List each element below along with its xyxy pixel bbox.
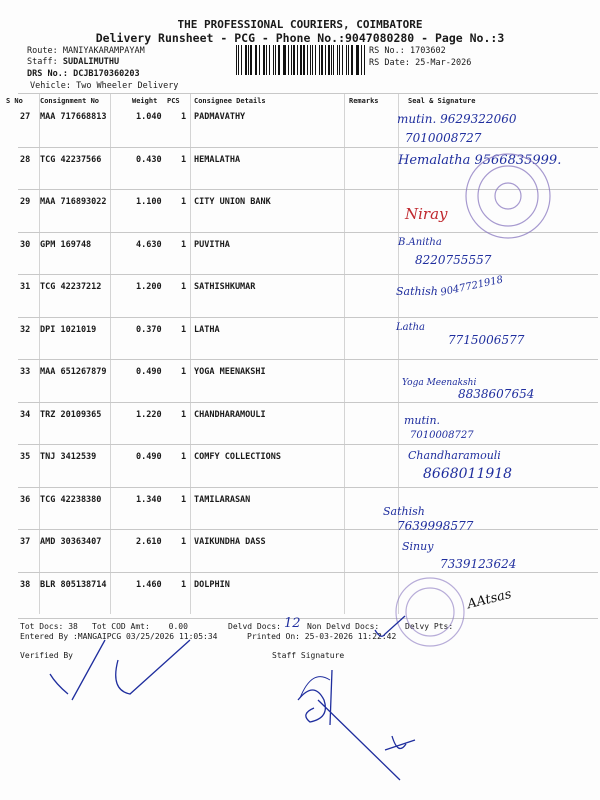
row-weight: 1.100 <box>136 197 162 207</box>
table-row <box>0 491 600 531</box>
barcode-bar <box>328 45 329 75</box>
handwritten-note: 8220755557 <box>415 253 492 267</box>
handwritten-signature: Chandharamouli <box>408 449 501 462</box>
staff-signature-stroke <box>300 677 330 698</box>
delvd-docs-value: 12 <box>284 616 301 631</box>
handwritten-signature: Yoga Meenakshi <box>402 378 477 388</box>
row-pcs: 1 <box>181 409 187 420</box>
barcode-bar <box>325 45 326 75</box>
rs-date-field <box>369 58 471 68</box>
handwritten-signature: Niray <box>405 205 448 223</box>
row-consignment-no: MAA 651267879 <box>40 367 107 377</box>
row-pcs: 1 <box>181 452 187 462</box>
rs-no-label: RS No.: <box>369 46 405 56</box>
staff-label: Staff: <box>27 57 58 67</box>
row-pcs: 1 <box>181 494 187 505</box>
drs-field <box>27 69 140 79</box>
row-sno: 27 <box>20 112 31 122</box>
row-consignment-no: TCG 42237212 <box>40 282 102 292</box>
verified-by-label: Verified By <box>20 651 73 660</box>
tot-cod-label: Tot COD Amt: <box>92 622 150 631</box>
barcode-bar <box>256 45 257 75</box>
barcode-bar <box>348 45 349 75</box>
row-divider <box>18 529 598 530</box>
barcode-bar <box>293 45 294 75</box>
table-top-rule <box>18 93 598 94</box>
barcode-bar <box>273 45 274 75</box>
row-divider <box>18 572 598 573</box>
row-consignment-no: TCG 42238380 <box>40 494 102 505</box>
row-sno: 28 <box>20 154 31 165</box>
barcode-bar <box>278 45 280 75</box>
row-sno: 36 <box>20 494 31 505</box>
row-weight: 0.490 <box>136 452 162 462</box>
row-consignment-no: TNJ 3412539 <box>40 452 97 462</box>
barcode-bar <box>241 45 242 75</box>
delvy-pts-label: Delvy Pts: <box>405 622 454 631</box>
handwritten-signature: Sathish <box>383 505 425 518</box>
barcode-bar <box>236 45 237 75</box>
row-consignee: LATHA <box>194 324 220 335</box>
table-bottom-rule <box>18 618 598 619</box>
row-pcs: 1 <box>181 197 187 207</box>
row-weight: 1.040 <box>136 112 162 122</box>
barcode-bar <box>337 45 338 75</box>
col-remarks: Remarks <box>349 97 379 105</box>
col-consignee: Consignee Details <box>194 97 266 105</box>
drs-value: DCJB170360203 <box>73 69 140 79</box>
row-divider <box>18 317 598 318</box>
staff-field <box>27 57 119 67</box>
row-pcs: 1 <box>181 367 187 377</box>
rs-date-value: 25-Mar-2026 <box>415 58 472 68</box>
barcode-bar <box>312 45 313 75</box>
vehicle-label: Vehicle: <box>30 81 71 91</box>
handwritten-note: 8668011918 <box>423 466 513 482</box>
barcode-bar <box>310 45 311 75</box>
barcode-bar <box>303 45 304 75</box>
printed-on: Printed On: 25-03-2026 11:22:42 <box>247 632 397 641</box>
drs-label: DRS No.: <box>27 69 68 79</box>
row-divider <box>18 487 598 488</box>
row-consignee: DOLPHIN <box>194 579 230 590</box>
row-weight: 1.220 <box>136 409 162 420</box>
handwritten-note: 7010008727 <box>405 131 482 145</box>
handwritten-note: mutin. 9629322060 <box>397 112 517 126</box>
row-sno: 38 <box>20 579 31 590</box>
handwritten-note: Hemalatha 9566835999. <box>398 153 562 168</box>
entered-by: Entered By :MANGAIPCG 03/25/2026 11:05:34 <box>20 632 218 641</box>
row-consignment-no: TRZ 20109365 <box>40 409 102 420</box>
barcode-bar <box>288 45 289 75</box>
row-sno: 30 <box>20 239 31 250</box>
row-divider <box>18 444 598 445</box>
barcode-bar <box>297 45 298 75</box>
barcode-bar <box>357 45 358 75</box>
rs-no-value: 1703602 <box>409 46 446 56</box>
row-consignment-no: GPM 169748 <box>40 239 92 250</box>
barcode-bar <box>283 45 284 75</box>
row-consignee: HEMALATHA <box>194 154 241 165</box>
barcode-bar <box>250 45 251 75</box>
barcode-bar <box>333 45 334 75</box>
row-consignee: VAIKUNDHA DASS <box>194 537 266 547</box>
route-label: Route: <box>27 46 58 56</box>
col-seal-signature: Seal & Signature <box>408 97 476 105</box>
handwritten-note: mutin. <box>404 414 441 427</box>
barcode-bar <box>339 45 340 75</box>
row-pcs: 1 <box>181 579 187 590</box>
row-pcs: 1 <box>181 154 187 165</box>
barcode-bar <box>275 45 276 75</box>
handwritten-signature: AAtsas <box>465 586 514 613</box>
barcode-bar <box>351 45 353 75</box>
row-consignment-no: MAA 717668813 <box>40 112 107 122</box>
handwritten-signature: Latha <box>396 322 426 333</box>
tot-cod-value: 0.00 <box>168 622 188 631</box>
verified-signature-icon <box>50 640 190 700</box>
row-divider <box>18 147 598 148</box>
tot-cod-field <box>92 622 188 631</box>
barcode-bar <box>259 45 260 75</box>
barcode-bar <box>291 45 292 75</box>
delvd-docs-label: Delvd Docs: <box>228 622 281 631</box>
table-row <box>0 193 600 233</box>
barcode-bar <box>263 45 265 75</box>
row-consignee: COMFY COLLECTIONS <box>194 452 281 462</box>
row-pcs: 1 <box>181 537 187 547</box>
tot-docs-label: Tot Docs: <box>20 622 64 631</box>
barcode-bar <box>269 45 270 75</box>
table-row <box>0 236 600 276</box>
row-consignee: CHANDHARAMOULI <box>194 409 266 420</box>
row-consignee: YOGA MEENAKSHI <box>194 367 266 377</box>
row-sno: 33 <box>20 367 31 377</box>
handwritten-note: 8838607654 <box>458 387 535 401</box>
handwritten-note: 7010008727 <box>410 430 474 441</box>
table-header <box>0 95 600 107</box>
row-divider <box>18 232 598 233</box>
route-value: MANIYAKARAMPAYAM <box>62 46 145 56</box>
barcode-bar <box>255 45 256 75</box>
col-pcs: PCS <box>167 97 180 105</box>
runsheet-title: Delivery Runsheet - PCG - Phone No.:9047080280 - Page No.:3 <box>95 31 505 45</box>
col-consignment: Consignment No <box>40 97 100 105</box>
row-pcs: 1 <box>181 324 187 335</box>
barcode-bar <box>300 45 302 75</box>
rs-date-label: RS Date: <box>369 58 410 68</box>
staff-signature-icon <box>298 670 415 780</box>
row-divider <box>18 359 598 360</box>
row-pcs: 1 <box>181 239 187 250</box>
barcode-bar <box>364 45 365 75</box>
non-delvd-docs-label: Non Delvd Docs: <box>307 622 380 631</box>
barcode-bar <box>245 45 247 75</box>
handwritten-signature: Sinuy <box>402 540 434 553</box>
barcode-bar <box>266 45 267 75</box>
row-divider <box>18 274 598 275</box>
handwritten-note: 7715006577 <box>448 333 525 347</box>
tot-docs-field <box>20 622 78 631</box>
barcode-bar <box>248 45 249 75</box>
barcode-bar <box>321 45 323 75</box>
col-sno: S No <box>6 97 23 105</box>
row-weight: 0.430 <box>136 154 162 165</box>
company-name: THE PROFESSIONAL COURIERS, COIMBATORE <box>177 18 423 31</box>
row-consignment-no: AMD 30363407 <box>40 537 102 547</box>
handwritten-note: 7639998577 <box>397 519 474 533</box>
row-consignment-no: MAA 716893022 <box>40 197 107 207</box>
barcode-bar <box>307 45 308 75</box>
barcode-bar <box>284 45 285 75</box>
row-sno: 37 <box>20 537 31 547</box>
row-weight: 0.370 <box>136 324 162 335</box>
row-sno: 32 <box>20 324 31 335</box>
handwritten-note: B.Anitha <box>398 237 442 248</box>
row-consignee: PUVITHA <box>194 239 230 250</box>
col-weight: Weight <box>132 97 158 105</box>
vehicle-value: Two Wheeler Delivery <box>76 81 179 91</box>
row-consignment-no: DPI 1021019 <box>40 324 97 335</box>
vehicle-field <box>30 81 178 91</box>
row-sno: 31 <box>20 282 31 292</box>
barcode-bar <box>342 45 343 75</box>
row-consignment-no: BLR 805138714 <box>40 579 107 590</box>
row-weight: 1.460 <box>136 579 162 590</box>
row-sno: 29 <box>20 197 31 207</box>
route-field <box>27 46 145 56</box>
barcode-bar <box>331 45 332 75</box>
row-divider <box>18 189 598 190</box>
row-pcs: 1 <box>181 282 187 292</box>
row-sno: 35 <box>20 452 31 462</box>
barcode-bar <box>319 45 320 75</box>
barcode-bar <box>346 45 347 75</box>
rs-no-field <box>369 46 446 56</box>
row-weight: 0.490 <box>136 367 162 377</box>
barcode-icon <box>236 45 366 75</box>
handwritten-note: 9047721918 <box>439 274 505 299</box>
row-weight: 1.340 <box>136 494 162 505</box>
table-row <box>0 406 600 446</box>
staff-signature-label: Staff Signature <box>272 651 345 660</box>
row-consignee: TAMILARASAN <box>194 494 251 505</box>
staff-value: SUDALIMUTHU <box>62 57 120 67</box>
row-weight: 2.610 <box>136 537 162 547</box>
row-divider <box>18 402 598 403</box>
handwritten-note: 7339123624 <box>440 557 517 571</box>
row-consignee: SATHISHKUMAR <box>194 282 256 292</box>
handwritten-signature: Sathish <box>396 285 438 298</box>
barcode-bar <box>356 45 357 75</box>
barcode-bar <box>361 45 362 75</box>
row-sno: 34 <box>20 409 31 420</box>
table-row <box>0 278 600 318</box>
barcode-bar <box>238 45 239 75</box>
row-consignment-no: TCG 42237566 <box>40 154 102 165</box>
row-weight: 1.200 <box>136 282 162 292</box>
row-pcs: 1 <box>181 112 187 122</box>
tot-docs-value: 38 <box>68 622 78 631</box>
row-consignee: PADMAVATHY <box>194 112 246 122</box>
row-consignee: CITY UNION BANK <box>194 197 271 207</box>
row-weight: 4.630 <box>136 239 162 250</box>
barcode-bar <box>315 45 316 75</box>
